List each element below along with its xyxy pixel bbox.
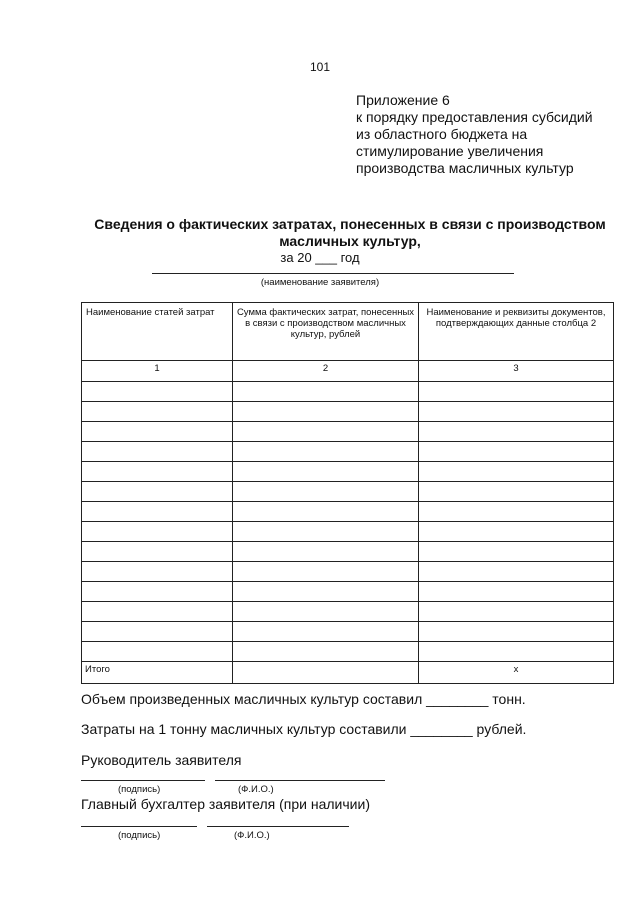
table-cell[interactable]: [82, 502, 233, 522]
total-sum-cell[interactable]: [233, 662, 419, 684]
header-actual-costs: Сумма фактических затрат, понесенных в связи с производством масличных культур, рублей: [233, 303, 419, 361]
applicant-name-line: [152, 273, 514, 274]
accountant-name-caption: (Ф.И.О.): [234, 830, 270, 841]
table-cell[interactable]: [419, 622, 614, 642]
table-cell[interactable]: [233, 382, 419, 402]
table-cell[interactable]: [82, 402, 233, 422]
table-cell[interactable]: [233, 462, 419, 482]
appendix-line: из областного бюджета на: [356, 126, 528, 142]
table-cell[interactable]: [419, 602, 614, 622]
table-cell[interactable]: [82, 602, 233, 622]
table-cell[interactable]: [233, 522, 419, 542]
total-col3-mark: x: [419, 662, 614, 684]
table-row: [82, 542, 614, 562]
report-year-line: за 20 ___ год: [280, 250, 360, 265]
appendix-line: к порядку предоставления субсидий: [356, 109, 593, 125]
table-cell[interactable]: [419, 502, 614, 522]
appendix-block: [356, 92, 626, 177]
column-number-row: [82, 361, 614, 382]
table-row: [82, 382, 614, 402]
table-row: [82, 502, 614, 522]
table-cell[interactable]: [419, 462, 614, 482]
accountant-signature-line[interactable]: [81, 826, 197, 827]
table-cell[interactable]: [419, 582, 614, 602]
table-cell[interactable]: [233, 542, 419, 562]
table-row: [82, 422, 614, 442]
appendix-line: Приложение 6: [356, 92, 450, 108]
table-cell[interactable]: [233, 562, 419, 582]
table-cell[interactable]: [419, 482, 614, 502]
costs-table: [81, 302, 614, 684]
table-cell[interactable]: [82, 382, 233, 402]
document-title-line2: масличных культур,: [279, 233, 421, 249]
table-cell[interactable]: [419, 402, 614, 422]
table-row: [82, 462, 614, 482]
table-cell[interactable]: [82, 522, 233, 542]
table-row: [82, 442, 614, 462]
table-cell[interactable]: [82, 622, 233, 642]
column-number: 3: [419, 361, 614, 382]
total-row: [82, 662, 614, 684]
table-row: [82, 482, 614, 502]
accountant-signature-caption: (подпись): [118, 830, 161, 841]
table-cell[interactable]: [419, 442, 614, 462]
table-cell[interactable]: [419, 542, 614, 562]
table-header-row: [82, 303, 614, 361]
header-documents: Наименование и реквизиты документов, подтверждающих данные столбца 2: [419, 303, 614, 361]
accountant-label: Главный бухгалтер заявителя (при наличии): [81, 796, 370, 812]
table-row: [82, 562, 614, 582]
column-number: 2: [233, 361, 419, 382]
table-cell[interactable]: [233, 442, 419, 462]
total-label: Итого: [82, 662, 233, 684]
table-row: [82, 622, 614, 642]
table-row: [82, 522, 614, 542]
table-cell[interactable]: [419, 522, 614, 542]
accountant-name-line[interactable]: [207, 826, 349, 827]
head-signature-line[interactable]: [81, 780, 205, 781]
document-title-line1: Сведения о фактических затратах, понесенных в связи с производством: [94, 216, 606, 232]
head-signature-caption: (подпись): [118, 784, 161, 795]
table-cell[interactable]: [419, 562, 614, 582]
table-cell[interactable]: [82, 422, 233, 442]
table-cell[interactable]: [82, 442, 233, 462]
cost-per-ton-line: Затраты на 1 тонну масличных культур составили ________ рублей.: [81, 721, 527, 737]
table-cell[interactable]: [82, 562, 233, 582]
table-cell[interactable]: [233, 422, 419, 442]
table-cell[interactable]: [419, 422, 614, 442]
table-row: [82, 602, 614, 622]
table-cell[interactable]: [233, 622, 419, 642]
table-cell[interactable]: [82, 582, 233, 602]
head-name-caption: (Ф.И.О.): [238, 784, 274, 795]
table-row: [82, 402, 614, 422]
table-cell[interactable]: [419, 642, 614, 662]
table-cell[interactable]: [233, 582, 419, 602]
table-cell[interactable]: [233, 482, 419, 502]
table-row: [82, 582, 614, 602]
table-cell[interactable]: [233, 602, 419, 622]
table-cell[interactable]: [82, 462, 233, 482]
applicant-caption: (наименование заявителя): [260, 277, 380, 288]
appendix-line: стимулирование увеличения: [356, 143, 544, 159]
table-cell[interactable]: [233, 642, 419, 662]
document-title: [60, 216, 640, 250]
table-cell[interactable]: [82, 542, 233, 562]
appendix-line: производства масличных культур: [356, 160, 574, 176]
table-cell[interactable]: [233, 402, 419, 422]
page-number: 101: [309, 60, 331, 74]
column-number: 1: [82, 361, 233, 382]
table-cell[interactable]: [419, 382, 614, 402]
table-cell[interactable]: [233, 502, 419, 522]
table-cell[interactable]: [82, 642, 233, 662]
volume-line: Объем произведенных масличных культур составил ________ тонн.: [81, 691, 526, 707]
head-label: Руководитель заявителя: [81, 752, 242, 768]
table-cell[interactable]: [82, 482, 233, 502]
head-name-line[interactable]: [215, 780, 385, 781]
header-cost-items: Наименование статей затрат: [82, 303, 233, 361]
table-row: [82, 642, 614, 662]
